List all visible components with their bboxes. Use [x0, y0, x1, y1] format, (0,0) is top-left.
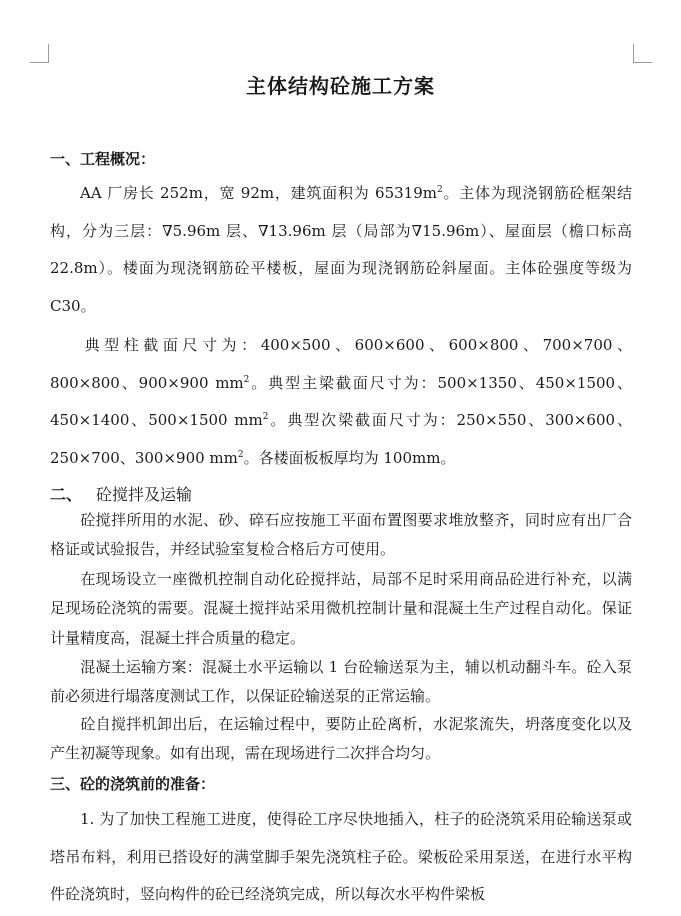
section-2-heading: 二、 砼搅拌及运输 — [50, 485, 193, 504]
section-1-heading: 一、工程概况： — [50, 150, 156, 168]
section-2-paragraph-4: 砼自搅拌机卸出后，在运输过程中，要防止砼离析，水泥浆流失，坍落度变化以及产生初凝等现象。如有出现，需在现场进行二次拌合均匀。 — [50, 715, 632, 763]
section-3-paragraph-1: 1. 为了加快工程施工进度，使得砼工序尽快地插入，柱子的砼浇筑采用砼输送泵或塔吊布料，利用已搭设好的满堂脚手架先浇筑柱子砼。梁板砼采用泵送，在进行水平构件砼浇筑时，竖向构件的砼已经浇筑完成，所以每次水平构件梁板 — [50, 810, 632, 903]
page-corner-mark-top-right — [633, 44, 652, 63]
page-corner-mark-top-left — [30, 44, 49, 63]
section-1-paragraph-2: 典型柱截面尺寸为：400×500、600×600、600×800、700×700、800×800、900×900 $mm^2$。典型主梁截面尺寸为：500×1350、450×1500、450×1400、500×1500 $mm^2$。典型次梁截面尺寸为：250×550、300×600、250×700、300×900 $mm^2$。各楼面板板厚均为 100mm。 — [50, 336, 633, 467]
section-3-heading: 三、砼的浇筑前的准备： — [50, 775, 216, 793]
section-1-paragraph-1: AA 厂房长 252m，宽 92m，建筑面积为 $65319m^2$。主体为现浇钢筋砼框架结构，分为三层：∇5.96m 层、∇13.96m 层（局部为∇15.96m）、屋面层（檐口标高 22.8m）。楼面为现浇钢筋砼平楼板，屋面为现浇钢筋砼斜屋面。主体砼强度等级为 C30。 — [50, 184, 632, 315]
section-2-paragraph-1: 砼搅拌所用的水泥、砂、碎石应按施工平面布置图要求堆放整齐，同时应有出厂合格证或试验报告，并经试验室复检合格后方可使用。 — [50, 511, 632, 559]
document-title: 主体结构砼施工方案 — [246, 74, 435, 98]
section-2-paragraph-2: 在现场设立一座微机控制自动化砼搅拌站，局部不足时采用商品砼进行补充，以满足现场砼浇筑的需要。混凝土搅拌站采用微机控制计量和混凝土生产过程自动化。保证计量精度高，混凝土拌合质量的稳定。 — [50, 570, 632, 647]
section-2-paragraph-3: 混凝土运输方案：混凝土水平运输以 1 台砼输送泵为主，辅以机动翻斗车。砼入泵前必须进行塌落度测试工作，以保证砼输送泵的正常运输。 — [50, 658, 632, 706]
